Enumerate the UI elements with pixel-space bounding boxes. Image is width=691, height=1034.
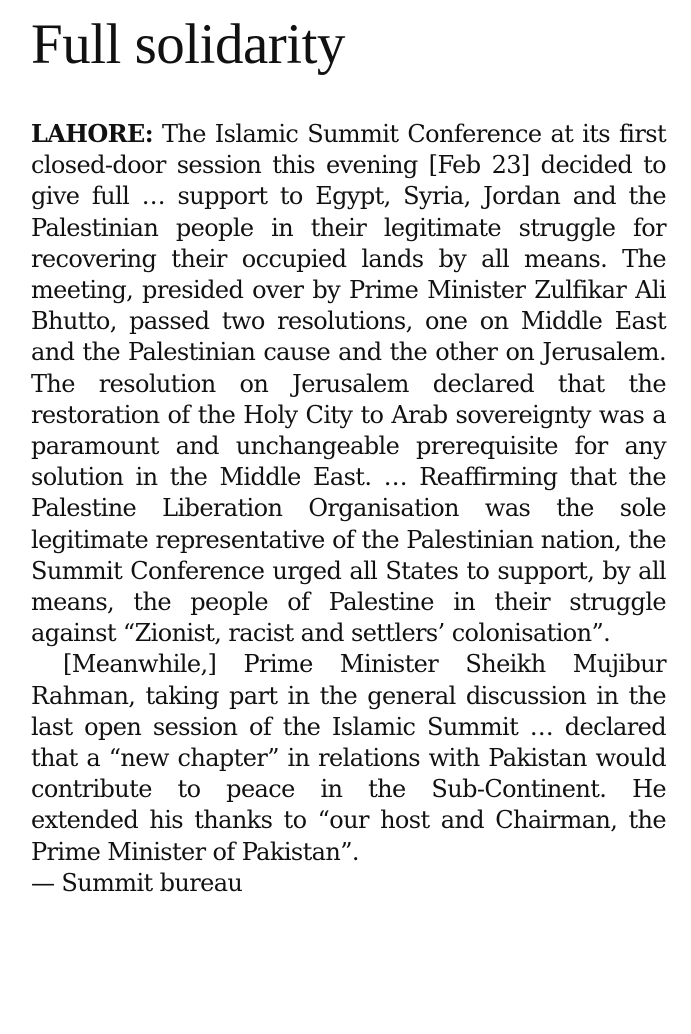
- article-paragraph-1: [31, 118, 666, 649]
- headline: Full solidarity: [31, 13, 345, 76]
- article-body: [31, 118, 666, 899]
- byline: — Summit bureau: [31, 868, 243, 897]
- dateline: LAHORE:: [31, 119, 153, 148]
- article-paragraph-2: [Meanwhile,] Prime Minister Sheikh Mujibur Rahman, taking part in the general discussion in the last open session of the Islamic Summit … declared that a “new chapter” in relations with Pakistan would contribute to peace in the Sub-Continent. He extended his thanks to “our host and Chairman, the Prime Minister of Pakistan”.: [31, 650, 666, 866]
- paragraph-1-text: The Islamic Summit Conference at its first closed-door session this evening [Feb 23] decided to give full … support to Egypt, Syria, Jordan and the Palestinian people in their legitimate struggle for recovering their occupied lands by all means. The meeting, presided over by Prime Minister Zulfikar Ali Bhutto, passed two resolutions, one on Middle East and the Palestinian cause and the other on Jerusalem. The resolution on Jerusalem declared that the restoration of the Holy City to Arab sovereignty was a paramount and unchangeable prerequisite for any solution in the Middle East. … Reaffirming that the Palestine Liberation Organisation was the sole legitimate representative of the Palestinian nation, the Summit Conference urged all States to support, by all means, the people of Palestine in their struggle against “Zionist, racist and settlers’ colonisation”.: [31, 120, 666, 648]
